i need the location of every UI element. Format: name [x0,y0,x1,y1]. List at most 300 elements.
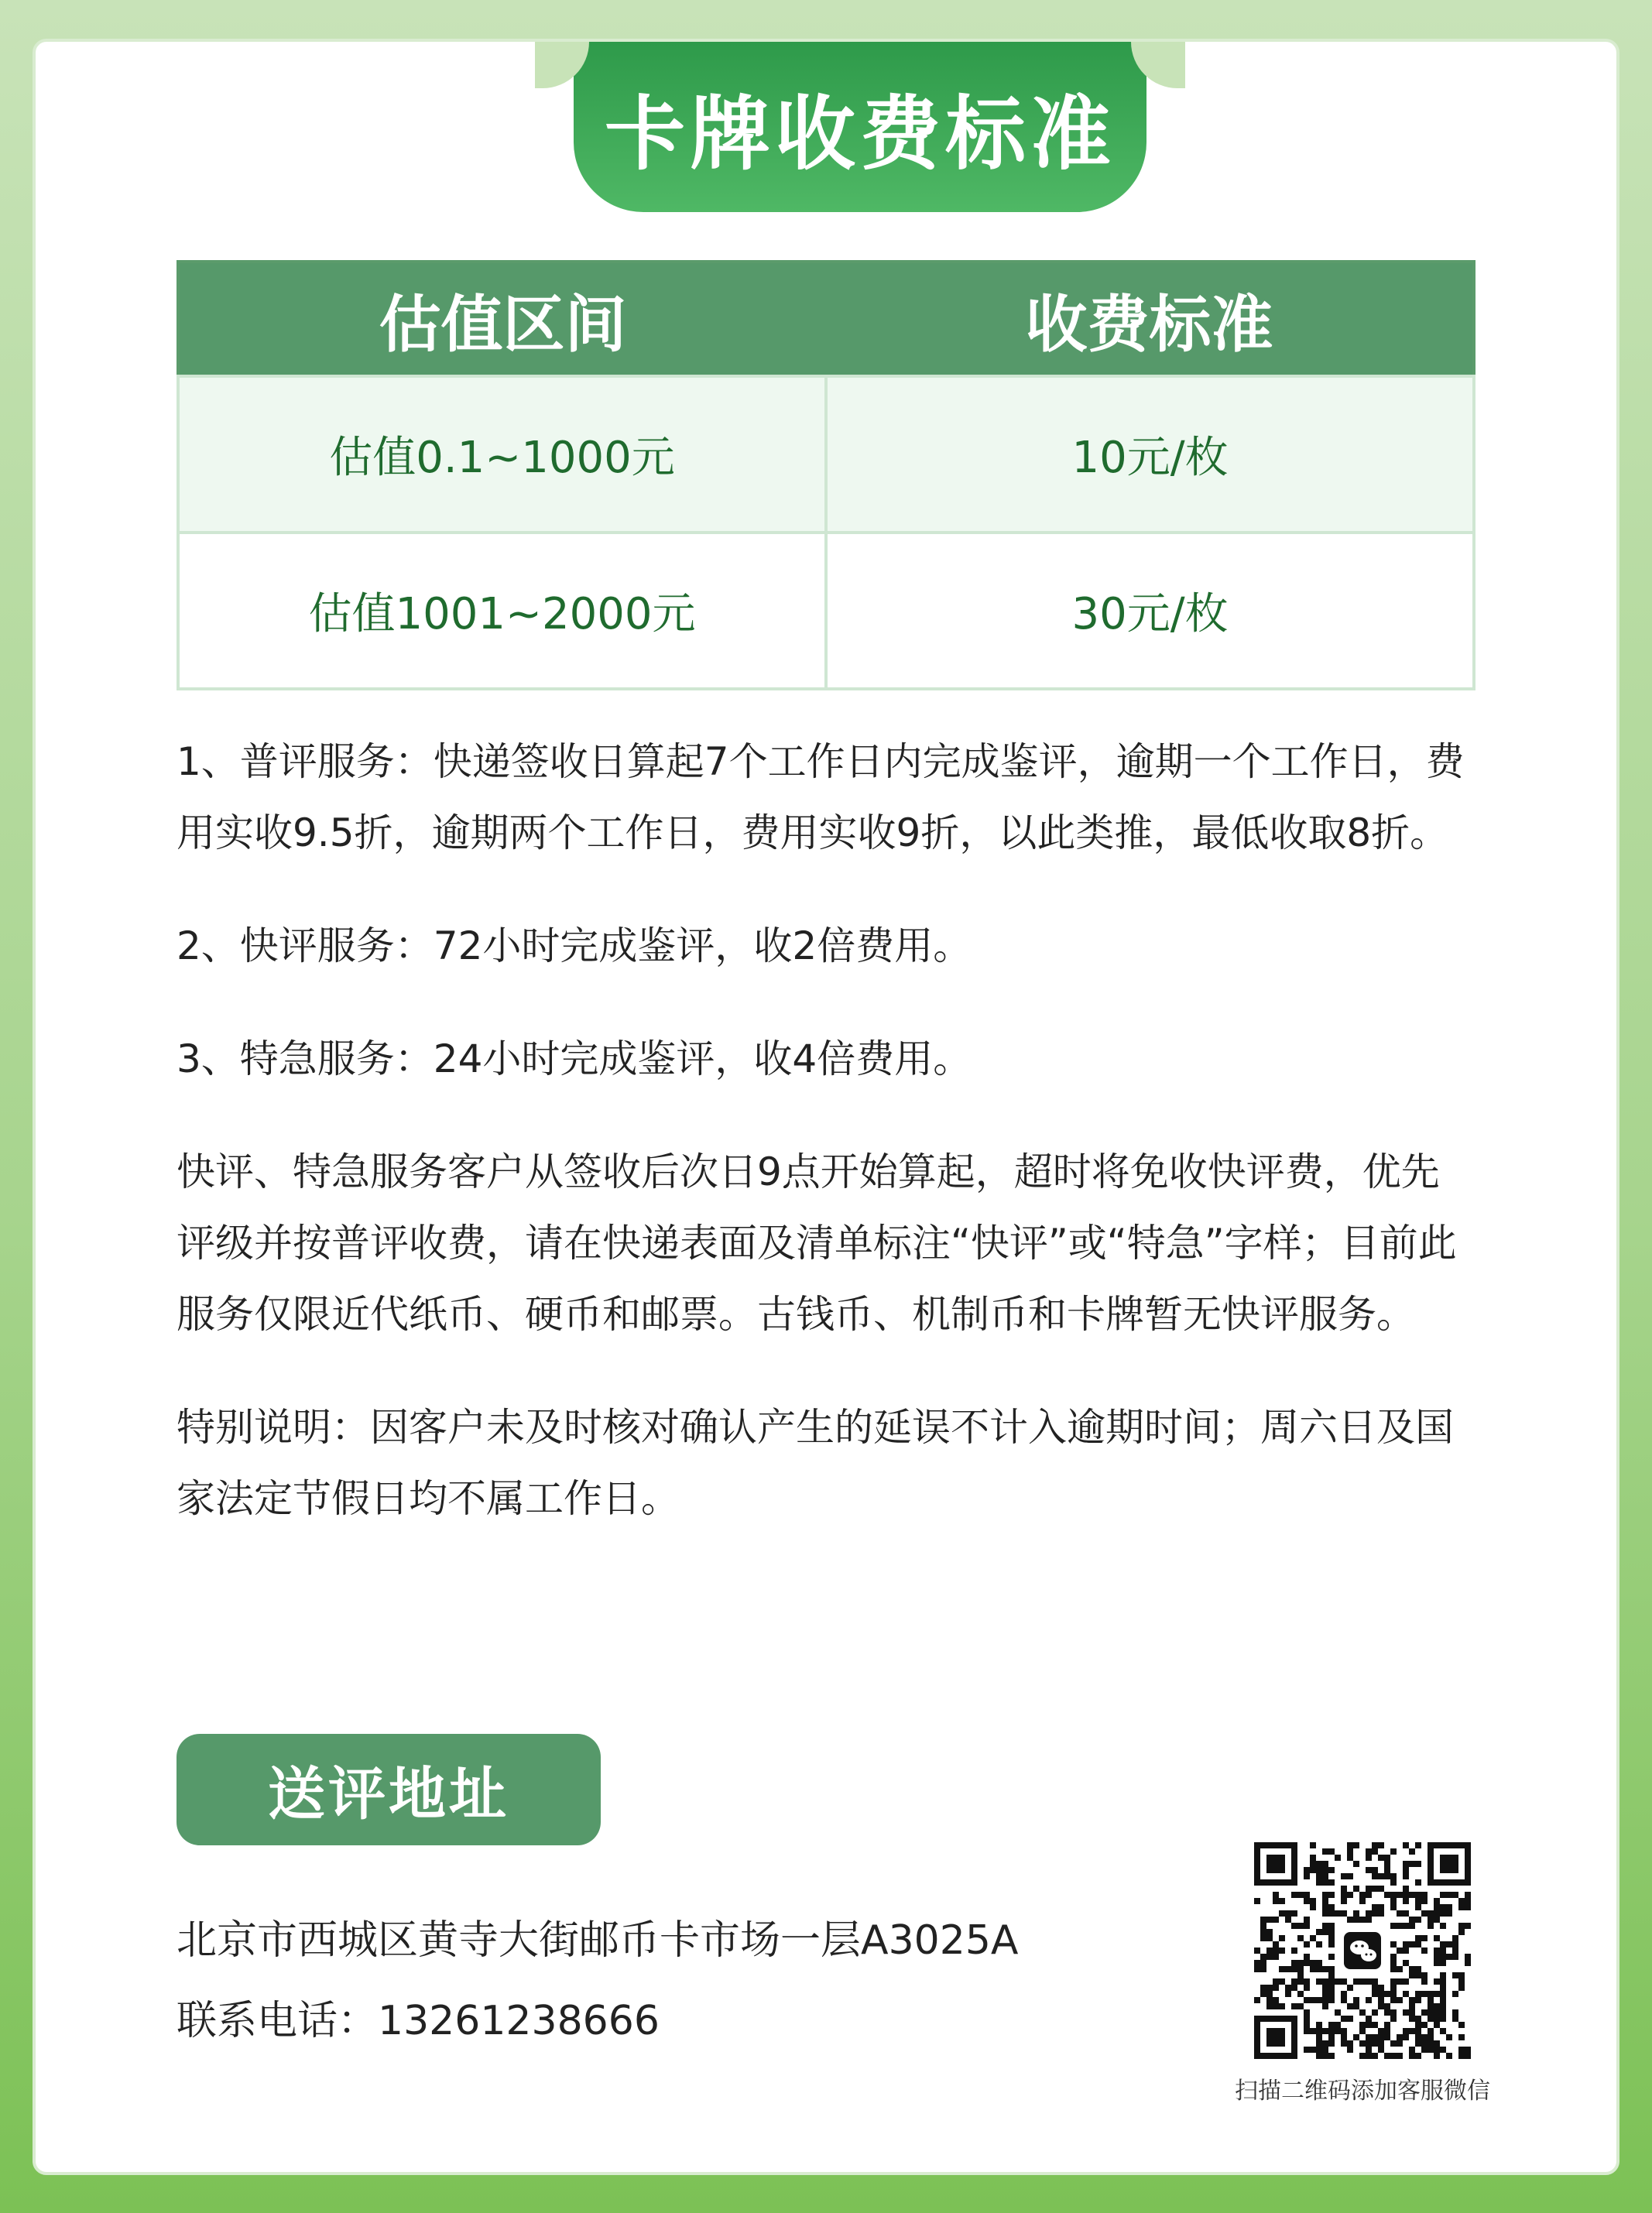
table-cell: 30元/枚 [826,533,1474,689]
qr-module [1434,1917,1440,1923]
qr-module [1310,1997,1316,2003]
qr-module [1428,1917,1434,1923]
qr-module [1409,2009,1415,2016]
qr-module [1310,1898,1316,1904]
qr-module [1322,1997,1328,2003]
qr-module [1421,1898,1428,1904]
qr-module [1440,1960,1446,1966]
qr-caption: 扫描二维码添加客服微信 [1235,2078,1490,2105]
qr-module [1458,1972,1465,1978]
qr-module [1372,1873,1378,1879]
qr-module [1347,1873,1353,1879]
qr-module [1260,1935,1266,1941]
qr-module [1347,1848,1353,1855]
qr-module [1341,1873,1347,1879]
qr-module [1266,1991,1273,1997]
page-title: 卡牌收费标准 [604,87,1116,181]
qr-module [1335,1910,1341,1917]
qr-module [1291,1923,1297,1929]
qr-module [1452,1892,1458,1898]
qr-module [1452,1991,1458,1997]
qr-module [1390,2009,1397,2016]
qr-module [1328,1985,1335,1991]
qr-module [1273,1948,1279,1954]
qr-module [1347,1917,1353,1923]
qr-module [1347,2047,1353,2053]
qr-module [1390,1991,1397,1997]
address-text: 北京市西城区黄寺大街邮币卡市场一层A3025A [177,1917,1019,1964]
qr-module [1403,1892,1409,1898]
qr-module [1465,2053,1471,2059]
qr-module [1434,1910,1440,1917]
qr-module [1341,1991,1347,1997]
qr-module [1353,1910,1359,1917]
qr-module [1366,1978,1372,1985]
qr-module [1390,1879,1397,1886]
qr-module [1384,2003,1390,2009]
qr-module [1316,1941,1322,1948]
qr-module [1359,2022,1366,2028]
qr-module [1366,1867,1372,1873]
qr-module [1465,1904,1471,1910]
qr-module [1458,2053,1465,2059]
qr-module [1322,1879,1328,1886]
qr-module [1353,2034,1359,2040]
qr-module [1347,2003,1353,2009]
qr-module [1328,1972,1335,1978]
qr-module [1421,1978,1428,1985]
qr-module [1390,1966,1397,1972]
qr-module [1310,2028,1316,2034]
qr-module [1366,1917,1372,1923]
qr-module [1409,1892,1415,1898]
qr-module [1260,1929,1266,1935]
qr-module [1359,2053,1366,2059]
qr-module [1428,2028,1434,2034]
qr-module [1403,2034,1409,2040]
qr-module [1328,1892,1335,1898]
qr-module [1434,1991,1440,1997]
qr-module [1316,1873,1322,1879]
qr-module [1304,1892,1310,1898]
qr-module [1316,1997,1322,2003]
qr-module [1328,1879,1335,1886]
qr-module [1279,1898,1285,1904]
qr-module [1428,2016,1434,2022]
qr-module [1322,1904,1328,1910]
qr-module [1434,1935,1440,1941]
qr-module [1415,1972,1421,1978]
qr-module [1409,2028,1415,2034]
notes-block [177,726,1475,1576]
qr-module [1384,2053,1390,2059]
qr-module [1421,1972,1428,1978]
qr-module [1291,1966,1297,1972]
qr-module [1359,2040,1366,2047]
qr-module [1452,1935,1458,1941]
qr-module [1316,1861,1322,1867]
qr-module [1304,1873,1310,1879]
qr-module [1390,1985,1397,1991]
qr-module [1266,1997,1273,2003]
qr-module [1378,1904,1384,1910]
qr-module [1428,2047,1434,2053]
qr-module [1403,1867,1409,1873]
qr-module [1378,1991,1384,1997]
qr-module [1409,1966,1415,1972]
table-cell: 估值0.1~1000元 [178,376,826,533]
qr-block [1223,1842,1502,2105]
qr-module [1390,1848,1397,1855]
qr-module [1359,2009,1366,2016]
qr-module [1297,1923,1304,1929]
qr-module [1304,1985,1310,1991]
qr-module [1403,2009,1409,2016]
qr-module [1328,2034,1335,2040]
qr-module [1328,1910,1335,1917]
qr-module [1273,1954,1279,1960]
qr-module [1428,2034,1434,2040]
qr-module [1372,1978,1378,1985]
qr-module [1397,1910,1403,1917]
qr-module [1428,2040,1434,2047]
qr-module [1390,1954,1397,1960]
qr-module [1434,2003,1440,2009]
qr-module [1409,2047,1415,2053]
qr-module [1316,2047,1322,2053]
qr-module [1440,2003,1446,2009]
qr-module [1328,1867,1335,1873]
qr-module [1465,1898,1471,1904]
qr-module [1440,1972,1446,1978]
qr-module [1273,1941,1279,1948]
qr-module [1366,1848,1372,1855]
qr-module [1353,1842,1359,1848]
qr-module [1384,1892,1390,1898]
qr-module [1335,1978,1341,1985]
qr-module [1415,2034,1421,2040]
qr-module [1328,1978,1335,1985]
table-row [178,533,1474,689]
qr-module [1366,2034,1372,2040]
qr-module [1316,1960,1322,1966]
qr-module [1440,1910,1446,1917]
qr-module [1440,1978,1446,1985]
qr-module [1359,1898,1366,1904]
qr-module [1310,1960,1316,1966]
qr-module [1341,2034,1347,2040]
qr-module [1440,1991,1446,1997]
qr-module [1421,2022,1428,2028]
qr-module [1347,1985,1353,1991]
address-block [177,1900,1018,2061]
qr-module [1378,2034,1384,2040]
qr-module [1397,1923,1403,1929]
qr-module [1260,1985,1266,1991]
qr-module [1347,2040,1353,2047]
qr-module [1328,1991,1335,1997]
qr-module [1428,1923,1434,1929]
qr-module [1328,1848,1335,1855]
qr-module [1397,2034,1403,2040]
note-paragraph: 2、快评服务：72小时完成鉴评，收2倍费用。 [177,923,972,968]
qr-module [1409,1848,1415,1855]
qr-module [1316,1879,1322,1886]
qr-module [1254,1960,1260,1966]
qr-module [1341,1978,1347,1985]
qr-module [1310,1966,1316,1972]
qr-module [1322,1985,1328,1991]
qr-module [1415,2053,1421,2059]
fee-table [177,260,1475,690]
qr-module [1397,1966,1403,1972]
qr-module [1353,1886,1359,1892]
qr-module [1434,2047,1440,2053]
qr-module [1260,1954,1266,1960]
qr-module [1434,1898,1440,1904]
qr-module [1452,2009,1458,2016]
qr-module [1434,2016,1440,2022]
qr-module [1322,2053,1328,2059]
qr-module [1415,1842,1421,1848]
qr-module [1458,1904,1465,1910]
qr-module [1310,1904,1316,1910]
qr-module [1304,1923,1310,1929]
qr-module [1304,2009,1310,2016]
qr-module [1465,2047,1471,2053]
qr-module [1279,1978,1285,1985]
qr-module [1297,1972,1304,1978]
qr-module [1384,2034,1390,2040]
qr-module [1335,2028,1341,2034]
qr-module [1452,1948,1458,1954]
qr-module [1415,1991,1421,1997]
qr-module [1254,1997,1260,2003]
qr-module [1390,1997,1397,2003]
qr-module [1310,1867,1316,1873]
qr-module [1310,1842,1316,1848]
qr-module [1421,2047,1428,2053]
qr-module [1372,1991,1378,1997]
qr-module [1458,1985,1465,1991]
qr-module [1446,1941,1452,1948]
qr-module [1285,1910,1291,1917]
qr-module [1452,1941,1458,1948]
qr-module [1390,1978,1397,1985]
qr-module [1322,1966,1328,1972]
qr-module [1428,1997,1434,2003]
qr-module [1372,2009,1378,2016]
qr-module [1328,2053,1335,2059]
qr-module [1428,1910,1434,1917]
qr-module [1304,1867,1310,1873]
qr-module [1372,1867,1378,1873]
qr-module [1372,1904,1378,1910]
qr-module [1390,1892,1397,1898]
qr-module [1403,1948,1409,1954]
qr-module [1390,1923,1397,1929]
table-cell: 10元/枚 [826,376,1474,533]
qr-module [1397,2040,1403,2047]
note-paragraph: 特别说明：因客户未及时核对确认产生的延误不计入逾期时间；周六日及国家法定节假日均不属工作日。 [177,1405,1454,1521]
qr-module [1421,2034,1428,2040]
qr-module [1409,1861,1415,1867]
qr-module [1440,1892,1446,1898]
qr-module [1440,2028,1446,2034]
qr-module [1322,2040,1328,2047]
qr-module [1415,1904,1421,1910]
qr-module [1316,1978,1322,1985]
qr-module [1353,1917,1359,1923]
qr-module [1415,1917,1421,1923]
qr-module [1390,1898,1397,1904]
qr-module [1434,1904,1440,1910]
phone-text: 联系电话：13261238666 [177,1998,660,2044]
note-paragraph: 1、普评服务：快递签收日算起7个工作日内完成鉴评，逾期一个工作日，费用实收9.5折，逾期两个工作日，费用实收9折，以此类推，最低收取8折。 [177,739,1465,855]
qr-module [1266,1929,1273,1935]
qr-module [1409,1941,1415,1948]
qr-module [1403,1941,1409,1948]
qr-module [1285,1991,1291,1997]
qr-module [1372,1886,1378,1892]
qr-module [1372,2034,1378,2040]
qr-module [1378,1997,1384,2003]
qr-module [1322,1978,1328,1985]
qr-module [1328,1954,1335,1960]
qr-module [1304,1917,1310,1923]
qr-module [1291,1978,1297,1985]
qr-module [1378,2040,1384,2047]
qr-module [1347,1842,1353,1848]
qr-module [1304,1997,1310,2003]
note-paragraph: 3、特急服务：24小时完成鉴评，收4倍费用。 [177,1036,972,1081]
table-header-cell: 收费标准 [826,262,1474,376]
qr-module [1285,1985,1291,1991]
qr-module [1359,1978,1366,1985]
qr-module [1291,1985,1297,1991]
qr-module [1347,1855,1353,1861]
qr-module [1446,2053,1452,2059]
qr-module [1446,1892,1452,1898]
qr-module [1353,1978,1359,1985]
qr-module [1415,1879,1421,1886]
qr-module [1421,1991,1428,1997]
qr-module [1366,2047,1372,2053]
qr-module [1446,1954,1452,1960]
qr-module [1285,1917,1291,1923]
qr-module [1359,1892,1366,1898]
table-header-cell: 估值区间 [178,262,826,376]
qr-module [1458,2034,1465,2040]
qr-module [1291,1910,1297,1917]
qr-module [1465,1892,1471,1898]
qr-module [1390,1941,1397,1948]
qr-module [1378,1873,1384,1879]
qr-module [1341,2028,1347,2034]
qr-module [1384,1861,1390,1867]
qr-module [1366,1892,1372,1898]
qr-module [1322,1861,1328,1867]
qr-module [1397,1997,1403,2003]
qr-module [1465,1923,1471,1929]
qr-module [1452,1954,1458,1960]
qr-module [1341,1886,1347,1892]
qr-module [1378,2028,1384,2034]
qr-module [1297,1966,1304,1972]
qr-module [1452,2016,1458,2022]
qr-module [1353,2003,1359,2009]
qr-module [1440,1948,1446,1954]
qr-module [1328,1935,1335,1941]
qr-module [1421,2009,1428,2016]
qr-module [1335,1855,1341,1861]
note-paragraph: 快评、特急服务客户从签收后次日9点开始算起，超时将免收快评费，优先评级并按普评收费，请在快递表面及清单标注“快评”或“特急”字样；目前此服务仅限近代纸币、硬币和邮票。古钱币、机制币和卡牌暂无快评服务。 [177,1149,1457,1337]
qr-module [1328,1997,1335,2003]
qr-module [1440,1923,1446,1929]
qr-module [1409,2053,1415,2059]
qr-module [1322,1848,1328,1855]
qr-module [1415,2028,1421,2034]
qr-module [1403,1842,1409,1848]
qr-module [1260,1917,1266,1923]
qr-module [1366,2022,1372,2028]
qr-module [1328,1941,1335,1948]
qr-module [1273,1985,1279,1991]
title-banner [574,42,1146,212]
qr-module [1403,1861,1409,1867]
qr-module [1415,1997,1421,2003]
qr-module [1372,2040,1378,2047]
table-header-row [178,262,1474,376]
qr-module [1297,1991,1304,1997]
qr-module [1403,1960,1409,1966]
qr-module [1316,2028,1322,2034]
qr-module [1291,1960,1297,1966]
qr-module [1403,1910,1409,1917]
qr-module [1297,1935,1304,1941]
qr-module [1279,1966,1285,1972]
qr-module [1440,1954,1446,1960]
qr-module [1366,1855,1372,1861]
qr-module [1273,1978,1279,1985]
qr-module [1372,2053,1378,2059]
qr-module [1390,1960,1397,1966]
qr-module [1279,1948,1285,1954]
qr-module [1390,2040,1397,2047]
qr-module [1322,1923,1328,1929]
qr-module [1384,2009,1390,2016]
qr-module [1322,1867,1328,1873]
qr-module [1359,1917,1366,1923]
qr-module [1254,1898,1260,1904]
qr-module [1310,2047,1316,2053]
qr-module [1266,1985,1273,1991]
qr-module [1322,1991,1328,1997]
qr-module [1322,1929,1328,1935]
qr-module [1397,2053,1403,2059]
qr-module [1434,2009,1440,2016]
qr-module [1273,1997,1279,2003]
qr-module [1260,1923,1266,1929]
qr-module [1458,1929,1465,1935]
qr-module [1304,1978,1310,1985]
qr-module [1403,1886,1409,1892]
qr-module [1316,1867,1322,1873]
qr-module [1273,1917,1279,1923]
qr-module [1415,2040,1421,2047]
qr-module [1297,1892,1304,1898]
qr-module [1415,2016,1421,2022]
